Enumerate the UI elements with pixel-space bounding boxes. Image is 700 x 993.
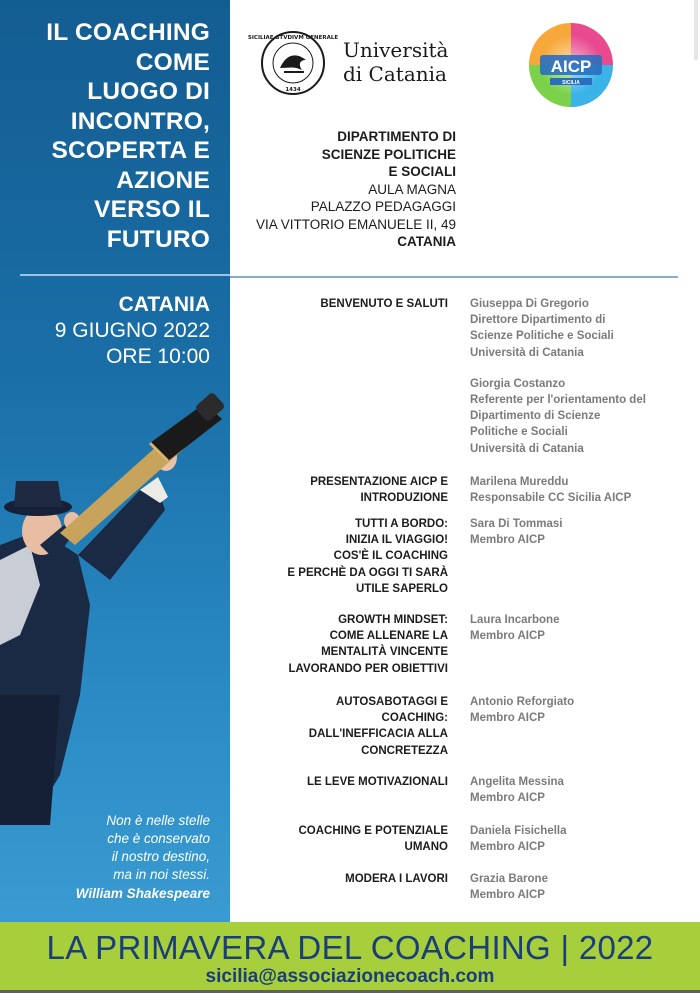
- department-line: DIPARTIMENTO DI: [337, 129, 456, 144]
- session-title-line: UMANO: [404, 841, 448, 854]
- session-speakers: [470, 516, 690, 563]
- title-line: SCOPERTA E: [51, 137, 210, 164]
- quote-line: il nostro destino,: [111, 849, 210, 864]
- title-line: VERSO IL: [94, 196, 210, 223]
- session-title-line: MENTALITÀ VINCENTE: [321, 646, 448, 659]
- university-name-line: Università: [343, 38, 449, 62]
- speaker-name: Laura Incarbone: [470, 614, 560, 626]
- session-title-line: DALL'INEFFICACIA ALLA: [308, 728, 448, 741]
- session-title: [248, 474, 448, 506]
- event-time: ORE 10:00: [106, 345, 210, 368]
- venue-block: [226, 128, 456, 251]
- session-title-line: MODERA I LAVORI: [345, 873, 448, 885]
- speaker: [470, 376, 690, 457]
- speaker-name: Angelita Messina: [470, 776, 564, 788]
- session-title-line: AUTOSABOTAGGI E: [335, 696, 448, 708]
- seal-year: 1434: [285, 87, 301, 93]
- session-title: [248, 694, 448, 759]
- session-title: [248, 516, 448, 597]
- quote-line: Non è nelle stelle: [106, 813, 210, 828]
- speaker-role: Membro AICP: [470, 792, 545, 805]
- speaker-name: Daniela Fisichella: [470, 825, 567, 837]
- speaker-role: Membro AICP: [470, 534, 545, 547]
- speaker: [470, 296, 690, 361]
- session-title-line: PRESENTAZIONE AICP E: [310, 476, 448, 488]
- session-title-line: COS'È IL COACHING: [333, 550, 448, 563]
- title-line: INCONTRO,: [70, 107, 210, 135]
- speaker: [470, 774, 690, 806]
- session-title: [248, 823, 448, 855]
- title-line: AZIONE: [116, 166, 210, 194]
- speaker-role: Università di Catania: [470, 346, 584, 359]
- department-line: E SOCIALI: [388, 164, 456, 179]
- speaker-name: Sara Di Tommasi: [470, 518, 563, 530]
- session-title-line: LE LEVE MOTIVAZIONALI: [307, 776, 448, 788]
- session-speakers: [470, 612, 690, 659]
- title-line: FUTURO: [106, 225, 210, 253]
- divider: [20, 274, 230, 276]
- speaker-role: Università di Catania: [470, 442, 584, 455]
- session-title-line: INIZIA IL VIAGGIO!: [345, 534, 448, 547]
- seal-text: SICILIAE STVDIVM GENERALE: [247, 35, 339, 41]
- aicp-subtext: SICILIA: [562, 80, 580, 86]
- aicp-text: AICP: [550, 57, 592, 76]
- speaker: [470, 612, 690, 644]
- banner-title: LA PRIMAVERA DEL COACHING | 2022: [46, 929, 654, 966]
- speaker-name: Antonio Reforgiato: [470, 696, 575, 708]
- session-speakers: [470, 823, 690, 870]
- venue-address: VIA VITTORIO EMANUELE II, 49: [255, 216, 456, 232]
- speaker-name: Grazia Barone: [470, 873, 548, 885]
- session-title-line: TUTTI A BORDO:: [354, 518, 448, 530]
- speaker: [470, 474, 690, 506]
- university-seal-icon: [247, 30, 339, 96]
- session-title: [248, 612, 448, 677]
- quote: [10, 812, 210, 904]
- speaker-role: Dipartimento di Scienze: [470, 410, 601, 423]
- venue-room: AULA MAGNA: [368, 181, 456, 197]
- university-name-line: di Catania: [343, 62, 447, 86]
- title-line: IL COACHING: [46, 19, 210, 46]
- person-with-telescope-illustration: [0, 395, 230, 825]
- session-speakers: [470, 871, 690, 918]
- scrollbar[interactable]: [694, 0, 698, 60]
- venue-building: PALAZZO PEDAGAGGI: [310, 199, 456, 214]
- session-title-line: BENVENUTO E SALUTI: [320, 298, 448, 310]
- quote-line: ma in noi stessi.: [113, 867, 210, 882]
- speaker-name: Giorgia Costanzo: [470, 377, 566, 390]
- title-line: LUOGO DI: [87, 78, 210, 105]
- aicp-logo-icon: [528, 22, 614, 108]
- speaker-role: Membro AICP: [470, 712, 545, 725]
- title-line: COME: [135, 48, 210, 76]
- speaker-role: Membro AICP: [470, 889, 545, 902]
- session-title-line: INTRODUZIONE: [360, 492, 448, 505]
- session-title-line: GROWTH MINDSET:: [338, 614, 448, 626]
- speaker-role: Membro AICP: [470, 841, 545, 854]
- contact-email-link[interactable]: sicilia@associazionecoach.com: [205, 966, 495, 987]
- speaker-role: Membro AICP: [470, 630, 545, 643]
- speaker-role: Politiche e Sociali: [470, 426, 568, 439]
- session-speakers: [470, 474, 690, 521]
- session-speakers: [470, 694, 690, 741]
- speaker: [470, 823, 690, 855]
- speaker-role: Referente per l'orientamento del: [470, 394, 646, 407]
- divider: [230, 276, 678, 278]
- session-title-line: CONCRETEZZA: [361, 744, 448, 757]
- speaker-role: Scienze Politiche e Sociali: [470, 330, 614, 343]
- session-title-line: COACHING:: [381, 712, 448, 725]
- session-speakers: [470, 296, 690, 472]
- event-city: CATANIA: [118, 293, 210, 316]
- speaker: [470, 516, 690, 548]
- session-title: [248, 871, 448, 887]
- event-date: 9 GIUGNO 2022: [54, 319, 210, 342]
- session-title: [248, 774, 448, 790]
- session-speakers: [470, 774, 690, 821]
- speaker-role: Responsabile CC Sicilia AICP: [470, 492, 632, 505]
- bottom-banner: [0, 922, 700, 993]
- quote-line: che è conservato: [107, 831, 210, 846]
- session-title-line: E PERCHÈ DA OGGI TI SARÀ: [287, 566, 448, 579]
- session-title-line: COME ALLENARE LA: [329, 630, 448, 643]
- session-title: [248, 296, 448, 312]
- session-title-line: COACHING E POTENZIALE: [298, 825, 448, 837]
- speaker-name: Giuseppa Di Gregorio: [470, 298, 589, 310]
- speaker: [470, 694, 690, 726]
- speaker-role: Direttore Dipartimento di: [470, 314, 606, 327]
- venue-city: CATANIA: [397, 234, 456, 249]
- left-column: [0, 0, 230, 922]
- speaker-name: Marilena Mureddu: [470, 476, 569, 488]
- session-title-line: UTILE SAPERLO: [355, 582, 448, 595]
- event-date-block: [10, 292, 210, 370]
- quote-author: William Shakespeare: [75, 886, 210, 901]
- department-line: SCIENZE POLITICHE: [321, 146, 456, 162]
- event-title: [10, 18, 210, 254]
- university-name: [343, 38, 448, 86]
- session-title-line: LAVORANDO PER OBIETTIVI: [288, 662, 448, 675]
- speaker: [470, 871, 690, 903]
